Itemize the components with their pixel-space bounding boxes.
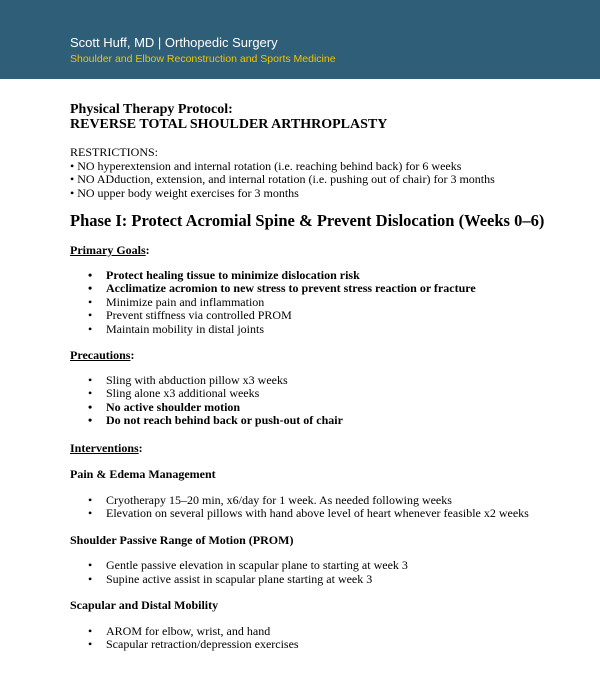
restriction-item: • NO upper body weight exercises for 3 months [70,185,299,200]
restrictions-label: RESTRICTIONS: [70,145,159,159]
letterhead-banner [0,0,600,79]
list-item: • Do not reach behind back or push-out of chair [70,414,590,428]
list-item: • Sling alone x3 additional weeks [70,387,590,401]
list-item: • Scapular retraction/depression exercises [70,638,590,652]
procedure-title: REVERSE TOTAL SHOULDER ARTHROPLASTY [70,117,388,132]
precautions-label: Precautions [70,348,131,362]
list-item: • Minimize pain and inflammation [70,296,590,310]
restriction-item: • NO ADduction, extension, and internal rotation (i.e. pushing out of chair) for 3 months [70,172,495,186]
restrictions-block [70,146,590,200]
precautions-list [70,374,590,428]
interventions-label: Interventions [70,440,139,455]
primary-goals-heading [70,244,590,258]
list-item: • Gentle passive elevation in scapular plane to starting at week 3 [70,559,590,573]
primary-goals-label: Primary Goals [70,243,146,257]
list-item: • Elevation on several pillows with hand above level of heart whenever feasible x2 weeks [70,507,590,521]
prom-list [70,559,590,586]
specialty-subtitle: Shoulder and Elbow Reconstruction and Sports Medicine [70,53,336,65]
list-item: • Prevent stiffness via controlled PROM [70,309,590,323]
list-item: • Supine active assist in scapular plane starting at week 3 [70,573,590,587]
scapular-heading: Scapular and Distal Mobility [70,598,219,612]
list-item: • Cryotherapy 15–20 min, x6/day for 1 week. As needed following weeks [70,494,590,508]
phase-heading: Phase I: Protect Acromial Spine & Prevent Dislocation (Weeks 0–6) [70,211,545,230]
list-item: • No active shoulder motion [70,401,590,415]
pain-edema-list [70,494,590,521]
list-item: • Maintain mobility in distal joints [70,323,590,337]
colon: : [145,243,150,257]
interventions-heading [70,442,590,456]
protocol-title: Physical Therapy Protocol: [70,102,233,117]
prom-heading: Shoulder Passive Range of Motion (PROM) [70,532,294,547]
scapular-list [70,625,590,652]
primary-goals-list [70,269,590,337]
colon: : [138,440,143,455]
list-item: • Sling with abduction pillow x3 weeks [70,374,590,388]
pain-edema-heading: Pain & Edema Management [70,467,216,481]
restriction-item: • NO hyperextension and internal rotation (i.e. reaching behind back) for 6 weeks [70,158,462,173]
document-body [70,102,590,652]
precautions-heading [70,349,590,363]
list-item: • Acclimatize acromion to new stress to prevent stress reaction or fracture [70,282,590,296]
list-item: • Protect healing tissue to minimize dislocation risk [70,269,590,283]
surgeon-name: Scott Huff, MD | Orthopedic Surgery [70,35,278,50]
colon: : [130,348,135,362]
list-item: • AROM for elbow, wrist, and hand [70,625,590,639]
